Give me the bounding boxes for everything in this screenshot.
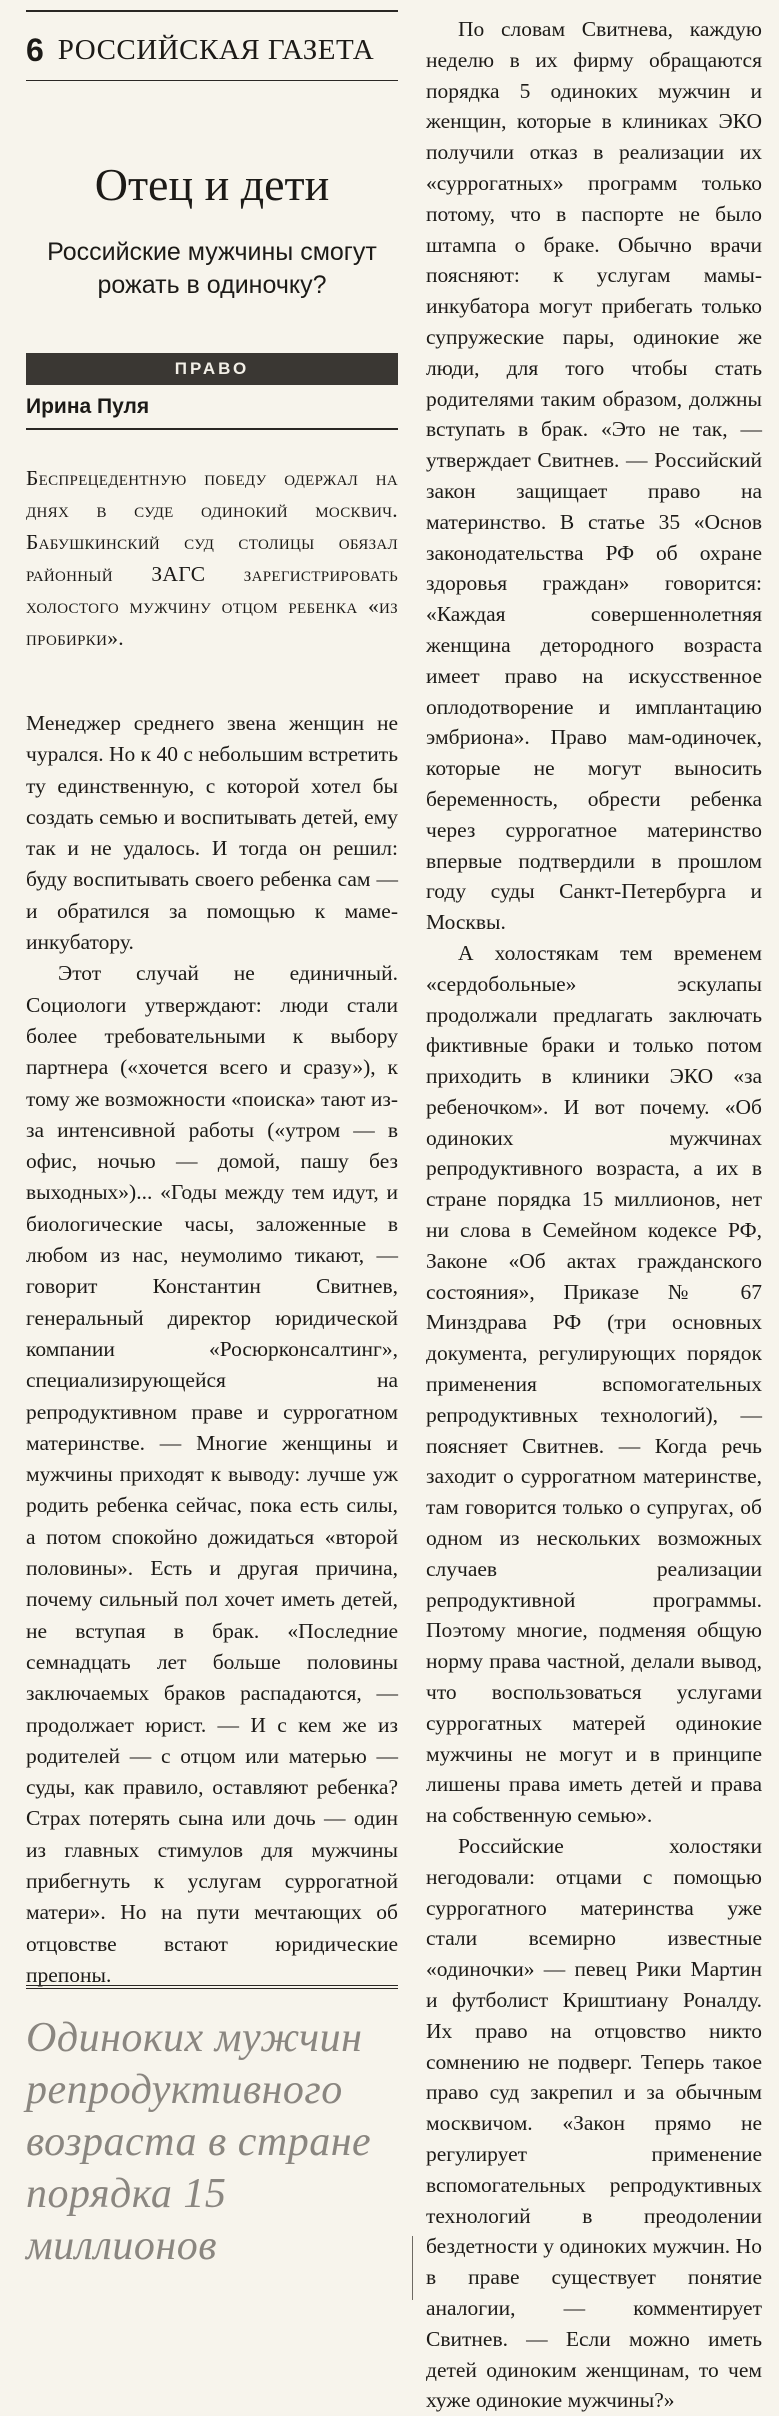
right-column <box>426 14 762 2416</box>
paragraph: По словам Свитнева, каждую неделю в их фирму обращаются порядка 5 одиноких мужчин и женщин, которые в клиниках ЭКО получили отказ в реализации их «суррогатных» программ только потому, что в паспорте не было штампа о браке. Обычно врачи поясняют: к услугам мамы-инкубатора могут прибегать только супружеские пары, одинокие же люди, для того чтобы стать родителями таким образом, должны вступать в брак. «Это не так, — утверждает Свитнев. — Российский закон защищает право на материнство. В статье 35 «Основ законодательства РФ об охране здоровья граждан» говорится: «Каждая совершеннолетняя женщина детородного возраста имеет право на искусственное оплодотворение и имплантацию эмбриона». Право мам-одиночек, которые не могут выносить беременность, обрести ребенка через суррогатное материнство впервые подтвердили в прошлом году суды Санкт-Петербурга и Москвы. <box>426 17 762 935</box>
pull-quote-rule <box>26 1985 398 1989</box>
article-subtitle: Российские мужчины смогут рожать в одиночку? <box>47 238 377 299</box>
paragraph: А холостякам тем временем «сердобольные» эскулапы продолжали предлагать заключать фиктивные браки и только потом приходить в клиники ЭКО «за ребеночком». И вот почему. «Об одиноких мужчинах репродуктивного возраста, а их в стране порядка 15 миллионов, нет ни слова в Семейном кодексе РФ, Законе «Об актах гражданского состояния», Приказе № 67 Минздрава РФ (три основных документа, регулирующих порядок применения вспомогательных репродуктивных технологий), — поясняет Свитнев. — Когда речь заходит о суррогатном материнстве, там говорится только о супругах, об одном из нескольких возможных случаев реализации репродуктивной программы. Поэтому многие, подменяя общую норму права частной, делали вывод, что воспользоваться услугами суррогатных матерей одинокие мужчины не могут и в принципе лишены права иметь детей и права на собственную семью». <box>426 940 762 1828</box>
section-label: ПРАВО <box>26 353 398 385</box>
article-title: Отец и дети <box>94 159 330 210</box>
author-rule <box>26 428 398 430</box>
paragraph: Этот случай не единичный. Социологи утверждают: люди стали более требовательными к выбору партнера («хочется всего и сразу»), к тому же возможности «поиска» тают из-за интенсивной работы («утром — в офис, ночью — домой, пашу без выходных»)... «Годы между тем идут, и биологические часы, заложенные в любом из нас, неумолимо тикают, — говорит Константин Свитнев, генеральный директор юридической компании «Росюрконсалтинг», специализирующейся на репродуктивном праве и суррогатном материнстве. — Многие женщины и мужчины приходят к выводу: лучше уж родить ребенка сейчас, пока есть силы, а потом спокойно дожидаться «второй половины». Есть и другая причина, почему сильный пол хочет иметь детей, не вступая в брак. «Последние семнадцать лет больше половины заключаемых браков распадаются, — продолжает юрист. — И с кем же из родителей — с отцом или матерью — суды, как правило, оставляют ребенка? Страх потерять сына или дочь — один из главных стимулов для мужчины прибегнуть к услугам суррогатной матери». Но на пути мечтающих об отцовстве встают юридические препоны. <box>26 961 398 1987</box>
paragraph: Российские холостяки негодовали: отцами с помощью суррогатного материнства уже стали всемирно известные «одиночки» — певец Рики Мартин и футболист Криштиану Роналду. Их право на отцовство никто сомнению не подверг. Теперь такое право суд закрепил и за обычным москвичом. «Закон прямо не регулирует применение вспомогательных репродуктивных технологий в преодолении бездетности у одиноких мужчин. Но в праве существует понятие аналогии, — комментирует Свитнев. — Если можно иметь детей одиноким женщинам, то чем хуже одинокие мужчины?» <box>426 1834 762 2413</box>
newspaper-header <box>26 24 398 76</box>
header-bottom-rule <box>26 80 398 81</box>
pull-quote: Одиноких мужчин репродуктивного возраста в стране порядка 15 миллионов <box>26 2015 372 2269</box>
page-number: 6 <box>26 32 44 68</box>
author-name: Ирина Пуля <box>26 395 150 418</box>
column-divider <box>412 2236 413 2300</box>
header-top-rule <box>26 10 398 12</box>
paragraph: Менеджер среднего звена женщин не чурался. Но к 40 с небольшим встретить ту единственную, с которой хотел бы создать семью и воспитывать детей, ему так и не удалось. И тогда он решил: буду воспитывать своего ребенка сам — и обратился за помощью к маме-инкубатору. <box>26 711 398 955</box>
article-lead: Беспрецедентную победу одержал на днях в суде одинокий москвич. Бабушкинский суд столицы обязал районный ЗАГС зарегистрировать холостого мужчину отцом ребенка «из пробирки». <box>26 466 398 650</box>
newspaper-name: РОССИЙСКАЯ ГАЗЕТА <box>57 33 375 66</box>
left-column <box>26 708 398 1991</box>
